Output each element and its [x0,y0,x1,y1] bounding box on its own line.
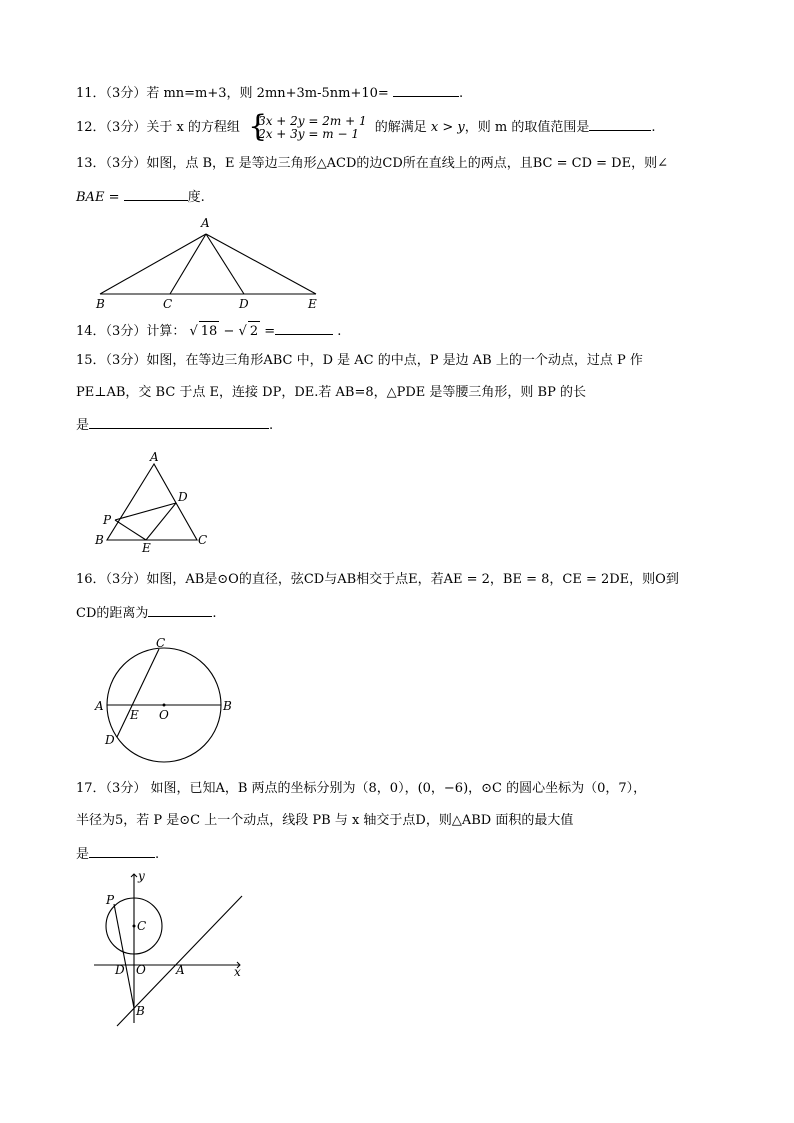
q16-label-B: B [223,699,232,713]
q16-number: 16．（3分） [76,572,147,587]
question-14: 14．（3分）计算： √ 18 − √ 2 = . [76,320,341,342]
sqrt-icon: √ [189,324,198,339]
q15-label-B: B [95,533,104,547]
q17-label-A: A [176,963,185,977]
q15-answer-blank[interactable] [89,414,269,429]
question-13: 13．（3分）如图，点 B，E 是等边三角形△ACD的边CD所在直线上的两点，且BC = CD = DE，则∠ [76,156,668,171]
q15-label-P: P [103,513,112,527]
q15-label-E: E [142,541,151,555]
q13-answer-blank[interactable] [124,186,188,201]
question-17: 17．（3分） 如图，已知A，B 两点的坐标分别为（8，0），(0，−6)，⊙C 的圆心坐标为（0，7）， [76,781,647,796]
q17-label-D: D [115,963,125,977]
q16-figure [90,634,240,764]
question-16: 16．（3分）如图，AB是⊙O的直径，弦CD与AB相交于点E，若AE = 2，BE = 8，CE = 2DE，则O到 [76,572,679,587]
q13-label-C: C [163,297,173,311]
brace-icon: { [248,108,268,144]
q16-label-D: D [105,733,115,747]
q11-number: 11．（3分） [76,86,147,101]
q11-answer-blank[interactable] [393,82,459,97]
q16-label-O: O [159,708,169,722]
q15-label-D: D [178,490,188,504]
q13-label-B: B [96,297,105,311]
question-15-cont: PE⊥AB，交 BC 于点 E，连接 DP，DE.若 AB=8，△PDE 是等腰三角形，则 BP 的长 [76,385,586,400]
question-15-cont2: 是 . [76,414,273,436]
q16-label-C: C [156,636,166,650]
question-12: 12．（3分）关于 x 的方程组 { 3x + 2y = 2m + 1 2x + 3y = m − 1 的解满足 x > y，则 m 的取值范围是 . [76,108,656,144]
q11-text: 若 mn=m+3，则 2mn+3m-5nm+10= [146,86,389,101]
q13-label-A: A [201,216,210,230]
q16-label-A: A [95,699,104,713]
q17-figure [90,868,260,1033]
q17-answer-blank[interactable] [89,843,155,858]
q17-number: 17．（3分） [76,781,147,796]
question-13-cont: BAE = 度. [76,186,205,208]
question-15: 15．（3分）如图，在等边三角形ABC 中，D 是 AC 的中点，P 是边 AB 上的一个动点，过点 P 作 [76,353,643,368]
q13-label-D: D [239,297,249,311]
q13-number: 13．（3分） [76,156,147,171]
q13-label-E: E [308,297,317,311]
sqrt-icon: √ [238,324,247,339]
q12-answer-blank[interactable] [589,116,651,131]
q12-equation-system: { 3x + 2y = 2m + 1 2x + 3y = m − 1 [248,108,367,144]
q15-label-C: C [198,533,208,547]
q16-label-E: E [130,708,139,722]
q17-label-P: P [106,893,115,907]
q15-number: 15．（3分） [76,353,147,368]
q17-label-C: C [137,919,147,933]
q15-figure [90,448,230,554]
q15-label-A: A [150,450,159,464]
question-17-cont: 半径为5，若 P 是⊙C 上一个动点，线段 PB 与 x 轴交于点D，则△ABD 面积的最大值 [76,813,574,828]
q13-figure [90,212,330,312]
q17-label-x: x [234,965,241,979]
q17-label-B: B [136,1004,145,1018]
q16-answer-blank[interactable] [148,602,212,617]
q17-label-O: O [136,963,146,977]
q17-label-y: y [138,869,145,883]
q14-number: 14．（3分） [76,324,147,339]
question-16-cont: CD的距离为 . [76,602,217,624]
question-11: 11．（3分）若 mn=m+3，则 2mn+3m-5nm+10= . [76,82,463,104]
q12-number: 12．（3分） [76,120,147,135]
q14-answer-blank[interactable] [275,320,333,335]
question-17-cont2: 是 . [76,843,159,865]
